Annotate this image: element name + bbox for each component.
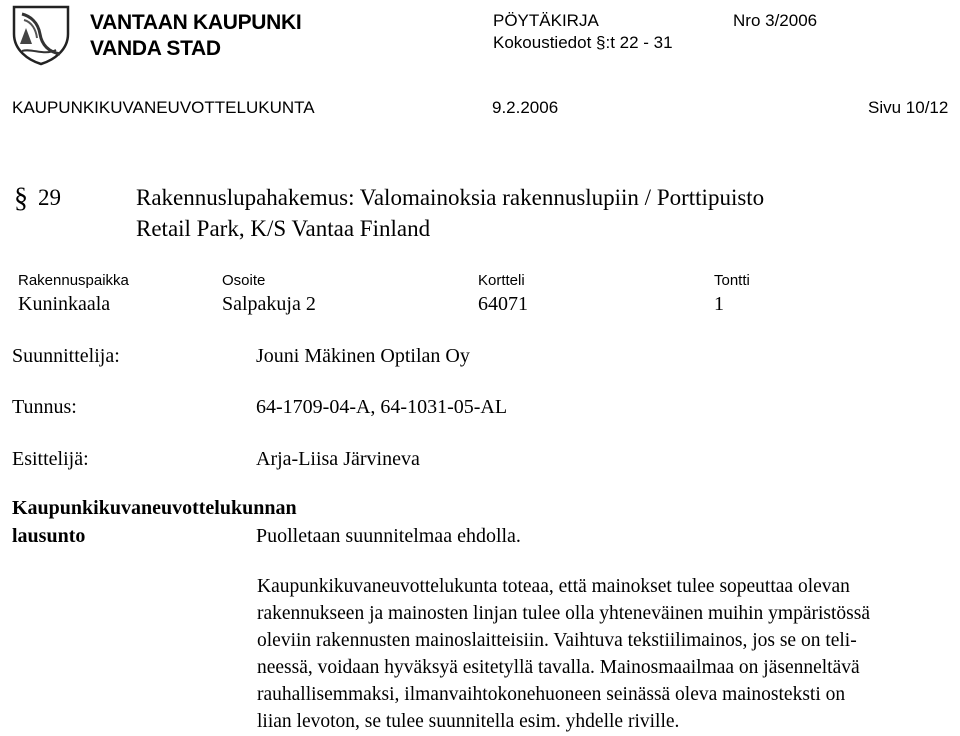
statement-value: Puolletaan suunnitelmaa ehdolla.	[256, 525, 521, 547]
designer-label: Suunnittelija:	[12, 345, 120, 367]
presenter-label: Esittelijä:	[12, 448, 89, 470]
code-value: 64-1709-04-A, 64-1031-05-AL	[256, 396, 508, 418]
section-symbol: §	[14, 183, 28, 214]
property-header-block: Kortteli	[478, 272, 525, 289]
document-type: PÖYTÄKIRJA	[493, 11, 599, 30]
designer-value: Jouni Mäkinen Optilan Oy	[256, 345, 470, 367]
organization-name-sv: VANDA STAD	[90, 37, 221, 60]
vantaa-coat-of-arms-icon	[10, 4, 72, 66]
presenter-value: Arja-Liisa Järvineva	[256, 448, 420, 470]
statement-paragraph: Kaupunkikuvaneuvottelukunta toteaa, että mainokset tulee sopeuttaa olevan rakennukseen ja mainosten linjan tulee olla yhteneväinen muihin ympäristössä oleviin rakennusten mainoslaitteisiin. Vaihtuva tekstiilimainos, jos se on teli- neessä, voidaan hyväksyä esitetyllä tavalla. Mainosmaailmaa on jäsenneltävä rauhallisemmaksi, ilmanvaihtokonehuoneen seinässä oleva mainosteksti on liian levoton, se tulee suunnitella esim. yhdelle riville.	[257, 576, 871, 733]
property-header-address: Osoite	[222, 272, 266, 289]
property-header-plot: Tontti	[714, 272, 750, 289]
statement-label-cont: lausunto	[12, 525, 86, 547]
meeting-sections: Kokoustiedot §:t 22 - 31	[493, 33, 673, 52]
property-value-address: Salpakuja 2	[222, 293, 316, 315]
item-title-line2: Retail Park, K/S Vantaa Finland	[136, 216, 431, 241]
code-label: Tunnus:	[12, 396, 77, 418]
committee-name: KAUPUNKIKUVANEUVOTTELUKUNTA	[12, 98, 315, 117]
property-value-block: 64071	[478, 293, 528, 315]
page-number: Sivu 10/12	[868, 98, 949, 117]
property-value-plot: 1	[714, 293, 724, 315]
statement-label: Kaupunkikuvaneuvottelukunnan	[12, 497, 297, 519]
meeting-date: 9.2.2006	[492, 98, 559, 117]
property-value-site: Kuninkaala	[18, 293, 111, 315]
document-number: Nro 3/2006	[733, 11, 818, 30]
item-title-line1: Rakennuslupahakemus: Valomainoksia rakennuslupiin / Porttipuisto	[136, 185, 765, 210]
item-number: 29	[38, 185, 61, 210]
property-header-site: Rakennuspaikka	[18, 272, 129, 289]
organization-name-fi: VANTAAN KAUPUNKI	[90, 11, 302, 34]
